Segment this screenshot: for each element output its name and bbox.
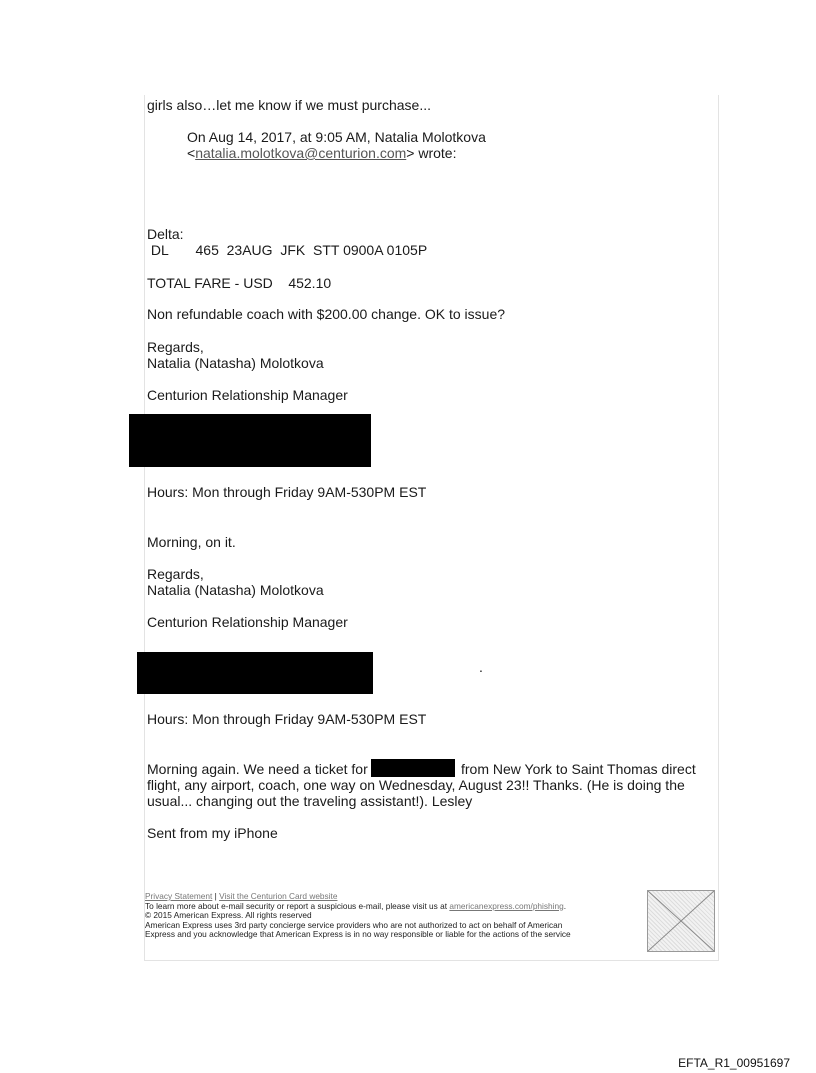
- image-placeholder-icon: [648, 891, 714, 951]
- footer-sep: |: [212, 891, 220, 901]
- footer-disclaimer-1: American Express uses 3rd party concierge service providers who are not authorized to act on behalf of American: [145, 919, 563, 930]
- footer-copyright: © 2015 American Express. All rights reserved: [145, 910, 312, 921]
- reply-line: girls also…let me know if we must purchase...: [147, 97, 431, 113]
- regards-1: Regards,: [147, 339, 204, 355]
- non-refundable-note: Non refundable coach with $200.00 change. OK to issue?: [147, 306, 506, 322]
- sent-from: Sent from my iPhone: [147, 825, 278, 841]
- hours-1: Hours: Mon through Friday 9AM-530PM EST: [147, 484, 427, 500]
- flight-line: DL 465 23AUG JFK STT 0900A 0105P: [147, 242, 428, 258]
- signature-name-1: Natalia (Natasha) Molotkova: [147, 355, 324, 371]
- signature-title-1: Centurion Relationship Manager: [147, 387, 348, 403]
- delta-label: Delta:: [147, 226, 184, 242]
- request-line-1-start: Morning again. We need a ticket for: [147, 761, 368, 777]
- stray-dot: .: [479, 659, 483, 675]
- signature-title-2: Centurion Relationship Manager: [147, 614, 348, 630]
- broken-image-placeholder: [647, 890, 715, 952]
- quote-header-line-1: On Aug 14, 2017, at 9:05 AM, Natalia Molotkova: [187, 129, 486, 145]
- redaction-block-2: [137, 652, 373, 694]
- sender-email-link[interactable]: natalia.molotkova@centurion.com: [195, 145, 407, 161]
- wrote-text: > wrote:: [406, 145, 457, 161]
- total-fare: TOTAL FARE - USD 452.10: [147, 275, 332, 291]
- regards-2: Regards,: [147, 566, 204, 582]
- request-line-2: flight, any airport, coach, one way on Wednesday, August 23!! Thanks. (He is doing the: [147, 777, 685, 793]
- hours-2: Hours: Mon through Friday 9AM-530PM EST: [147, 711, 427, 727]
- request-line-1-end: from New York to Saint Thomas direct: [461, 761, 696, 777]
- redaction-block-name: [371, 759, 455, 777]
- signature-name-2: Natalia (Natasha) Molotkova: [147, 582, 324, 598]
- request-line-3: usual... changing out the traveling assistant!). Lesley: [147, 793, 473, 809]
- lt-sign: <: [187, 145, 196, 161]
- quote-header-line-2: [187, 145, 456, 162]
- visit-centurion-link[interactable]: Visit the Centurion Card website: [219, 891, 338, 901]
- phishing-link[interactable]: americanexpress.com/phishing: [449, 900, 564, 911]
- document-id: EFTA_R1_00951697: [678, 1056, 790, 1070]
- redaction-block-1: [129, 414, 371, 467]
- email-footer: [145, 892, 645, 940]
- privacy-statement-link[interactable]: Privacy Statement: [145, 891, 213, 901]
- security-text: To learn more about e-mail security or report a suspicious e-mail, please visit us at: [145, 900, 450, 911]
- security-period: .: [563, 900, 567, 911]
- morning-on-it: Morning, on it.: [147, 534, 236, 550]
- footer-disclaimer-2: Express and you acknowledge that American Express is in no way responsible or liable for the actions of the service: [145, 929, 571, 940]
